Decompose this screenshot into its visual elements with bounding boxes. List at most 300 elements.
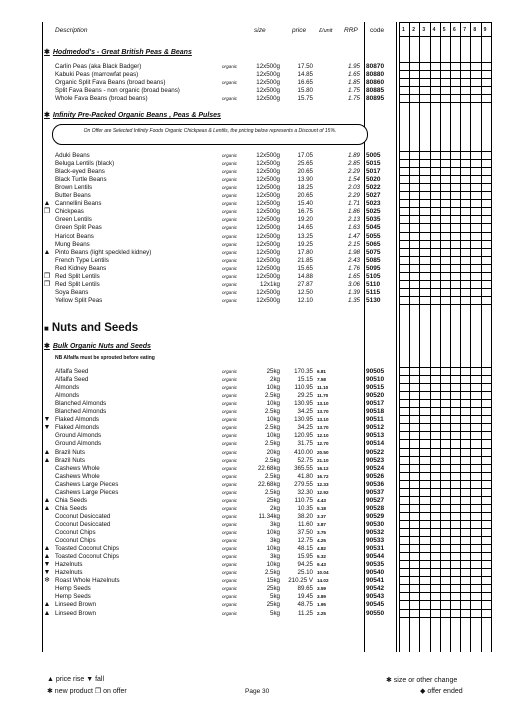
organic-label: organic xyxy=(222,409,238,415)
price-per-unit: 10.04 xyxy=(317,570,329,576)
product-code: 5105 xyxy=(366,272,381,280)
product-code: 5027 xyxy=(366,192,381,200)
pack-size: 25kg xyxy=(266,368,280,375)
rrp: 1.95 xyxy=(347,63,360,70)
product-description: Ground Almonds xyxy=(55,440,102,448)
price: 27.87 xyxy=(297,280,313,288)
product-description: Red Split Lentils xyxy=(55,272,100,280)
grid-row-rule xyxy=(399,22,491,23)
pack-size: 2.5kg xyxy=(264,488,280,496)
price-per-unit: 16.72 xyxy=(317,473,329,479)
pack-size: 12x500g xyxy=(256,216,280,224)
pack-size: 2kg xyxy=(270,376,280,384)
pack-size: 12x500g xyxy=(256,160,280,168)
product-description: Soya Beans xyxy=(55,288,89,296)
price: 170.35 xyxy=(294,368,313,375)
pack-size: 12x500g xyxy=(256,168,280,176)
product-code: 5065 xyxy=(366,240,381,248)
price-indicator-icon: ▲ xyxy=(43,248,51,256)
product-row xyxy=(0,609,515,618)
price-per-unit: 4.82 xyxy=(317,546,326,552)
price: 25.10 xyxy=(297,569,313,577)
pack-size: 10kg xyxy=(266,529,280,536)
price-per-unit: 12.92 xyxy=(317,489,329,495)
organic-label: organic xyxy=(222,225,238,231)
price: 20.65 xyxy=(297,192,313,200)
rrp: 2.85 xyxy=(347,160,360,168)
order-column-number: 7 xyxy=(463,27,466,33)
product-description: Beluga Lentils (black) xyxy=(55,160,115,168)
pack-size: 25kg xyxy=(266,585,280,593)
pack-size: 12x500g xyxy=(256,248,280,256)
price: 34.25 xyxy=(297,408,313,416)
price-per-unit: 2.25 xyxy=(317,610,326,616)
pack-size: 12x500g xyxy=(256,232,280,240)
organic-label: organic xyxy=(222,465,238,471)
price-per-unit: 4.43 xyxy=(317,497,326,503)
order-column-number: 2 xyxy=(412,27,415,33)
organic-label: organic xyxy=(222,80,238,85)
pack-size: 12x500g xyxy=(256,256,280,264)
product-description: Almonds xyxy=(55,392,80,400)
organic-label: organic xyxy=(222,377,238,383)
product-code: 90544 xyxy=(366,553,385,561)
order-column-number: 3 xyxy=(422,27,426,33)
organic-label: organic xyxy=(222,249,238,255)
product-code: 5075 xyxy=(366,248,381,256)
pack-size: 11.34kg xyxy=(258,512,280,520)
product-description: Linseed Brown xyxy=(55,609,96,617)
organic-label: organic xyxy=(222,594,238,600)
header-per-unit: £/unit xyxy=(319,28,333,34)
product-description: Red Kidney Beans xyxy=(55,264,107,272)
price-per-unit: 3.87 xyxy=(317,521,326,527)
grid-row-rule xyxy=(399,36,491,37)
price: 17.50 xyxy=(297,63,313,70)
price-per-unit: 11.10 xyxy=(317,385,329,391)
order-column-number: 4 xyxy=(432,27,436,33)
price-indicator-icon: ▲ xyxy=(43,609,51,617)
price-per-unit: 5.18 xyxy=(317,505,326,511)
new-product-icon: ✱ xyxy=(44,49,50,56)
rrp: 2.15 xyxy=(347,240,360,248)
price: 12.50 xyxy=(297,288,313,296)
order-column-number: 5 xyxy=(442,27,446,33)
product-code: 80870 xyxy=(366,63,385,70)
organic-label: organic xyxy=(222,425,238,431)
price: 37.50 xyxy=(297,529,313,536)
product-description: Almonds xyxy=(55,384,80,392)
product-description: Alfalfa Seed xyxy=(55,368,89,375)
price-per-unit: 3.89 xyxy=(317,594,326,600)
organic-label: organic xyxy=(222,489,238,495)
price-per-unit: 20.50 xyxy=(317,449,329,455)
product-description: Butter Beans xyxy=(55,192,91,200)
pack-size: 12x500g xyxy=(256,79,280,86)
price-per-unit: 12.10 xyxy=(317,433,329,439)
price-per-unit: 21.10 xyxy=(317,457,329,463)
price: 210.25 V xyxy=(288,577,313,585)
price-per-unit: 1.95 xyxy=(317,602,326,608)
rrp: 3.06 xyxy=(347,280,360,288)
product-description: Brown Lentils xyxy=(55,184,93,192)
product-description: Cannellini Beans xyxy=(55,200,102,208)
pack-size: 2.5kg xyxy=(264,424,280,432)
organic-label: organic xyxy=(222,417,238,423)
price-indicator-icon: ❐ xyxy=(43,272,51,280)
rrp: 1.75 xyxy=(347,87,360,94)
price-per-unit: 13.10 xyxy=(317,401,329,407)
price: 10.35 xyxy=(297,504,313,512)
organic-label: organic xyxy=(222,538,238,544)
price: 15.15 xyxy=(297,376,313,384)
organic-label: organic xyxy=(222,169,238,175)
product-code: 5045 xyxy=(366,224,381,232)
product-code: 5035 xyxy=(366,216,381,224)
product-description: Kabuki Peas (marrowfat peas) xyxy=(55,71,139,78)
header-description: Description xyxy=(55,27,88,34)
category-heading-text: Nuts and Seeds xyxy=(51,322,139,334)
price: 52.75 xyxy=(297,456,313,464)
product-description: Blanched Almonds xyxy=(55,408,107,416)
product-description: Organic Split Fava Beans (broad beans) xyxy=(55,79,166,86)
price: 110.75 xyxy=(294,496,313,504)
pack-size: 12x500g xyxy=(256,272,280,280)
rrp: 1.75 xyxy=(347,95,360,102)
price: 89.65 xyxy=(297,585,313,593)
pack-size: 10kg xyxy=(266,400,280,408)
organic-label: organic xyxy=(222,385,238,391)
header-code: code xyxy=(370,27,385,34)
category-heading xyxy=(44,322,138,334)
product-description: Brazil Nuts xyxy=(55,448,85,456)
section-title-hodmedods xyxy=(44,48,192,56)
product-code: 90542 xyxy=(366,585,385,593)
product-description: Coconut Desiccated xyxy=(55,520,111,528)
price-per-unit: 3.37 xyxy=(317,513,326,519)
organic-label: organic xyxy=(222,473,238,479)
price-indicator-icon: ❄ xyxy=(44,577,50,585)
pack-size: 12x500g xyxy=(256,200,280,208)
price-indicator-icon: ▲ xyxy=(43,553,51,561)
sprouting-note: NB Alfalfa must be sprouted before eating xyxy=(55,355,155,361)
organic-label: organic xyxy=(222,578,238,584)
price: 34.25 xyxy=(297,424,313,432)
product-description: Coconut Chips xyxy=(55,537,96,545)
product-code: 5130 xyxy=(366,296,381,304)
price-per-unit: 12.70 xyxy=(317,441,329,447)
organic-label: organic xyxy=(222,64,238,69)
price-indicator-icon: ▼ xyxy=(43,561,51,569)
organic-label: organic xyxy=(222,530,238,535)
header-size: size xyxy=(254,27,266,34)
product-code: 90524 xyxy=(366,464,385,472)
price: 13.90 xyxy=(297,176,313,184)
product-code: 5085 xyxy=(366,256,381,264)
product-description: Black Turtle Beans xyxy=(55,176,107,184)
price-indicator-icon: ▲ xyxy=(43,456,51,464)
price: 15.40 xyxy=(297,200,313,208)
pack-size: 2.5kg xyxy=(264,392,280,400)
product-code: 5023 xyxy=(366,200,381,208)
product-code: 90510 xyxy=(366,376,385,384)
organic-label: organic xyxy=(222,265,238,271)
price: 11.25 xyxy=(297,609,313,617)
price-indicator-icon: ▲ xyxy=(43,545,51,553)
organic-label: organic xyxy=(222,153,238,158)
price-indicator-icon: ▲ xyxy=(43,496,51,504)
organic-label: organic xyxy=(222,562,238,568)
rrp: 1.65 xyxy=(347,272,360,280)
pack-size: 10kg xyxy=(266,384,280,392)
legend-size-change: ✱ size or other change xyxy=(386,677,458,684)
product-code: 5025 xyxy=(366,208,381,216)
legend-offer-ended: ◆ offer ended xyxy=(420,688,463,695)
organic-label: organic xyxy=(222,297,238,303)
order-column-number: 1 xyxy=(402,27,405,33)
price: 12.10 xyxy=(297,296,313,304)
product-description: Linseed Brown xyxy=(55,601,96,609)
product-code: 5022 xyxy=(366,184,381,192)
product-description: French Type Lentils xyxy=(55,256,109,264)
pack-size: 3kg xyxy=(270,553,280,561)
pack-size: 25kg xyxy=(266,601,280,609)
rrp: 1.85 xyxy=(347,79,360,86)
price: 17.80 xyxy=(297,248,313,256)
square-bullet-icon: ■ xyxy=(44,324,49,333)
organic-label: organic xyxy=(222,570,238,576)
organic-label: organic xyxy=(222,481,238,487)
organic-label: organic xyxy=(222,273,238,279)
price-indicator-icon: ▼ xyxy=(43,569,51,577)
pack-size: 12x500g xyxy=(256,208,280,216)
pack-size: 12x500g xyxy=(256,63,280,70)
section-title-infinity xyxy=(44,111,221,119)
price: 14.85 xyxy=(297,71,313,78)
product-code: 90535 xyxy=(366,561,385,569)
rrp: 2.29 xyxy=(347,168,360,176)
product-description: Aduki Beans xyxy=(55,152,90,159)
pack-size: 12x500g xyxy=(256,224,280,232)
product-code: 90536 xyxy=(366,480,385,488)
organic-label: organic xyxy=(222,281,238,287)
product-description: Whole Fava Beans (broad beans) xyxy=(55,95,148,102)
price-indicator-icon: ▲ xyxy=(43,504,51,512)
organic-label: organic xyxy=(222,257,238,263)
pack-size: 12x500g xyxy=(256,95,280,102)
product-description: Blanched Almonds xyxy=(55,400,107,408)
product-description: Flaked Almonds xyxy=(55,416,100,424)
organic-label: organic xyxy=(222,96,238,101)
pack-size: 2.5kg xyxy=(264,408,280,416)
rrp: 1.89 xyxy=(347,152,360,159)
product-description: Pinto Beans (light speckled kidney) xyxy=(55,248,152,256)
product-description: Cashews Large Pieces xyxy=(55,488,119,496)
pack-size: 12x500g xyxy=(256,176,280,184)
new-product-icon: ✱ xyxy=(44,343,50,350)
product-code: 80860 xyxy=(366,79,385,86)
organic-label: organic xyxy=(222,521,238,527)
organic-label: organic xyxy=(222,161,238,167)
section-title-text: Bulk Organic Nuts and Seeds xyxy=(52,343,151,350)
product-code: 90545 xyxy=(366,601,385,609)
product-description: Roast Whole Hazelnuts xyxy=(55,577,120,585)
rrp: 1.63 xyxy=(347,224,360,232)
organic-label: organic xyxy=(222,513,238,519)
price-per-unit: 16.12 xyxy=(317,465,329,471)
rrp: 2.13 xyxy=(347,216,360,224)
product-description: Green Lentils xyxy=(55,216,92,224)
organic-label: organic xyxy=(222,209,238,215)
order-column-number: 8 xyxy=(473,27,477,33)
price: 20.65 xyxy=(297,168,313,176)
organic-label: organic xyxy=(222,610,238,616)
pack-size: 22.68kg xyxy=(257,480,280,488)
product-code: 5095 xyxy=(366,264,381,272)
rrp: 1.35 xyxy=(347,296,360,304)
pack-size: 2.5kg xyxy=(264,569,280,577)
pack-size: 12x500g xyxy=(256,152,280,159)
organic-label: organic xyxy=(222,441,238,447)
price: 15.75 xyxy=(297,95,313,102)
product-code: 90514 xyxy=(366,440,385,448)
price-indicator-icon: ❐ xyxy=(43,280,51,288)
price-per-unit: 4.25 xyxy=(317,538,326,544)
pack-size: 12x500g xyxy=(256,192,280,200)
price-per-unit: 13.10 xyxy=(317,417,329,423)
product-code: 90511 xyxy=(366,416,384,424)
product-description: Hazelnuts xyxy=(55,569,83,577)
price-indicator-icon: ▲ xyxy=(43,601,51,609)
product-code: 5055 xyxy=(366,232,381,240)
product-description: Cashews Large Pieces xyxy=(55,480,119,488)
product-code: 90531 xyxy=(366,545,385,553)
price: 19.25 xyxy=(297,240,313,248)
product-code: 5115 xyxy=(366,288,381,296)
price-indicator-icon: ❐ xyxy=(43,208,51,216)
product-description: Black-eyed Beans xyxy=(55,168,105,176)
organic-label: organic xyxy=(222,505,238,511)
product-description: Yellow Split Peas xyxy=(55,296,103,304)
price-per-unit: 5.32 xyxy=(317,554,326,560)
price-indicator-icon: ▲ xyxy=(43,448,51,456)
product-description: Hemp Seeds xyxy=(55,585,91,593)
rrp: 2.03 xyxy=(347,184,360,192)
organic-label: organic xyxy=(222,586,238,592)
price: 21.85 xyxy=(297,256,313,264)
pack-size: 12x500g xyxy=(256,87,280,94)
product-code: 90520 xyxy=(366,392,385,400)
pack-size: 12x500g xyxy=(256,71,280,78)
product-code: 90543 xyxy=(366,593,385,601)
pack-size: 22.68kg xyxy=(257,464,280,472)
price-per-unit: 6.81 xyxy=(317,369,326,374)
product-code: 90518 xyxy=(366,408,385,416)
price: 18.25 xyxy=(297,184,313,192)
product-description: Cashews Whole xyxy=(55,472,100,480)
organic-label: organic xyxy=(222,497,238,503)
price: 14.88 xyxy=(297,272,313,280)
order-column-number: 9 xyxy=(483,27,487,33)
price: 48.75 xyxy=(297,601,313,609)
price-indicator-icon: ▼ xyxy=(43,416,51,424)
price: 15.65 xyxy=(297,264,313,272)
price: 29.25 xyxy=(297,392,313,400)
organic-label: organic xyxy=(222,457,238,463)
price: 48.15 xyxy=(297,545,313,553)
product-description: Brazil Nuts xyxy=(55,456,85,464)
product-description: Alfalfa Seed xyxy=(55,376,89,384)
product-code: 80895 xyxy=(366,95,385,102)
rrp: 2.29 xyxy=(347,192,360,200)
section-title-nuts xyxy=(44,342,151,350)
product-code: 90512 xyxy=(366,424,385,432)
price: 130.95 xyxy=(294,400,313,408)
organic-label: organic xyxy=(222,401,238,407)
price-per-unit: 14.02 xyxy=(317,578,329,584)
product-code: 5017 xyxy=(366,168,381,176)
product-description: Cashews Whole xyxy=(55,464,100,472)
offer-notice: On Offer are Selected Infinity Foods Organic Chickpeas & Lentils, the pricing below represents a Discount of 15%. xyxy=(52,124,368,145)
rrp: 2.43 xyxy=(347,256,360,264)
product-code: 90550 xyxy=(366,609,385,617)
product-code: 90527 xyxy=(366,496,385,504)
organic-label: organic xyxy=(222,193,238,199)
price: 365.55 xyxy=(294,464,313,472)
product-description: Green Split Peas xyxy=(55,224,102,232)
pack-size: 5kg xyxy=(270,609,280,617)
pack-size: 2.5kg xyxy=(264,472,280,480)
product-code: 90526 xyxy=(366,472,385,480)
price: 11.60 xyxy=(297,520,313,528)
product-description: Toasted Coconut Chips xyxy=(55,545,119,553)
product-code: 80880 xyxy=(366,71,385,78)
price-per-unit: 12.33 xyxy=(317,481,329,487)
price: 32.30 xyxy=(297,488,313,496)
product-code: 90532 xyxy=(366,529,385,536)
price: 130.95 xyxy=(294,416,313,424)
organic-label: organic xyxy=(222,393,238,399)
organic-label: organic xyxy=(222,433,238,439)
price-per-unit: 9.43 xyxy=(317,562,326,568)
legend-rise-fall: ▲ price rise ▼ fall xyxy=(47,676,105,683)
rrp: 1.54 xyxy=(347,176,360,184)
product-code: 90517 xyxy=(366,400,385,408)
price: 110.95 xyxy=(294,384,313,392)
price: 25.65 xyxy=(297,160,313,168)
pack-size: 2.5kg xyxy=(264,440,280,448)
pack-size: 12x500g xyxy=(256,184,280,192)
product-description: Split Fava Beans - non organic (broad beans) xyxy=(55,87,180,94)
product-description: Hemp Seeds xyxy=(55,593,91,601)
product-description: Toasted Coconut Chips xyxy=(55,553,119,561)
product-description: Coconut Chips xyxy=(55,529,96,536)
product-code: 90529 xyxy=(366,512,385,520)
price: 14.65 xyxy=(297,224,313,232)
product-code: 90540 xyxy=(366,569,385,577)
price: 31.75 xyxy=(297,440,313,448)
product-description: Coconut Desiccated xyxy=(55,512,111,520)
price-per-unit: 13.70 xyxy=(317,409,329,415)
header-price: price xyxy=(292,27,307,34)
product-code: 5005 xyxy=(366,152,381,159)
product-code: 5110 xyxy=(366,280,381,288)
price: 17.05 xyxy=(297,152,313,159)
organic-label: organic xyxy=(222,449,238,455)
product-description: Mung Beans xyxy=(55,240,90,248)
price: 15.95 xyxy=(297,553,313,561)
rrp: 1.47 xyxy=(347,232,360,240)
